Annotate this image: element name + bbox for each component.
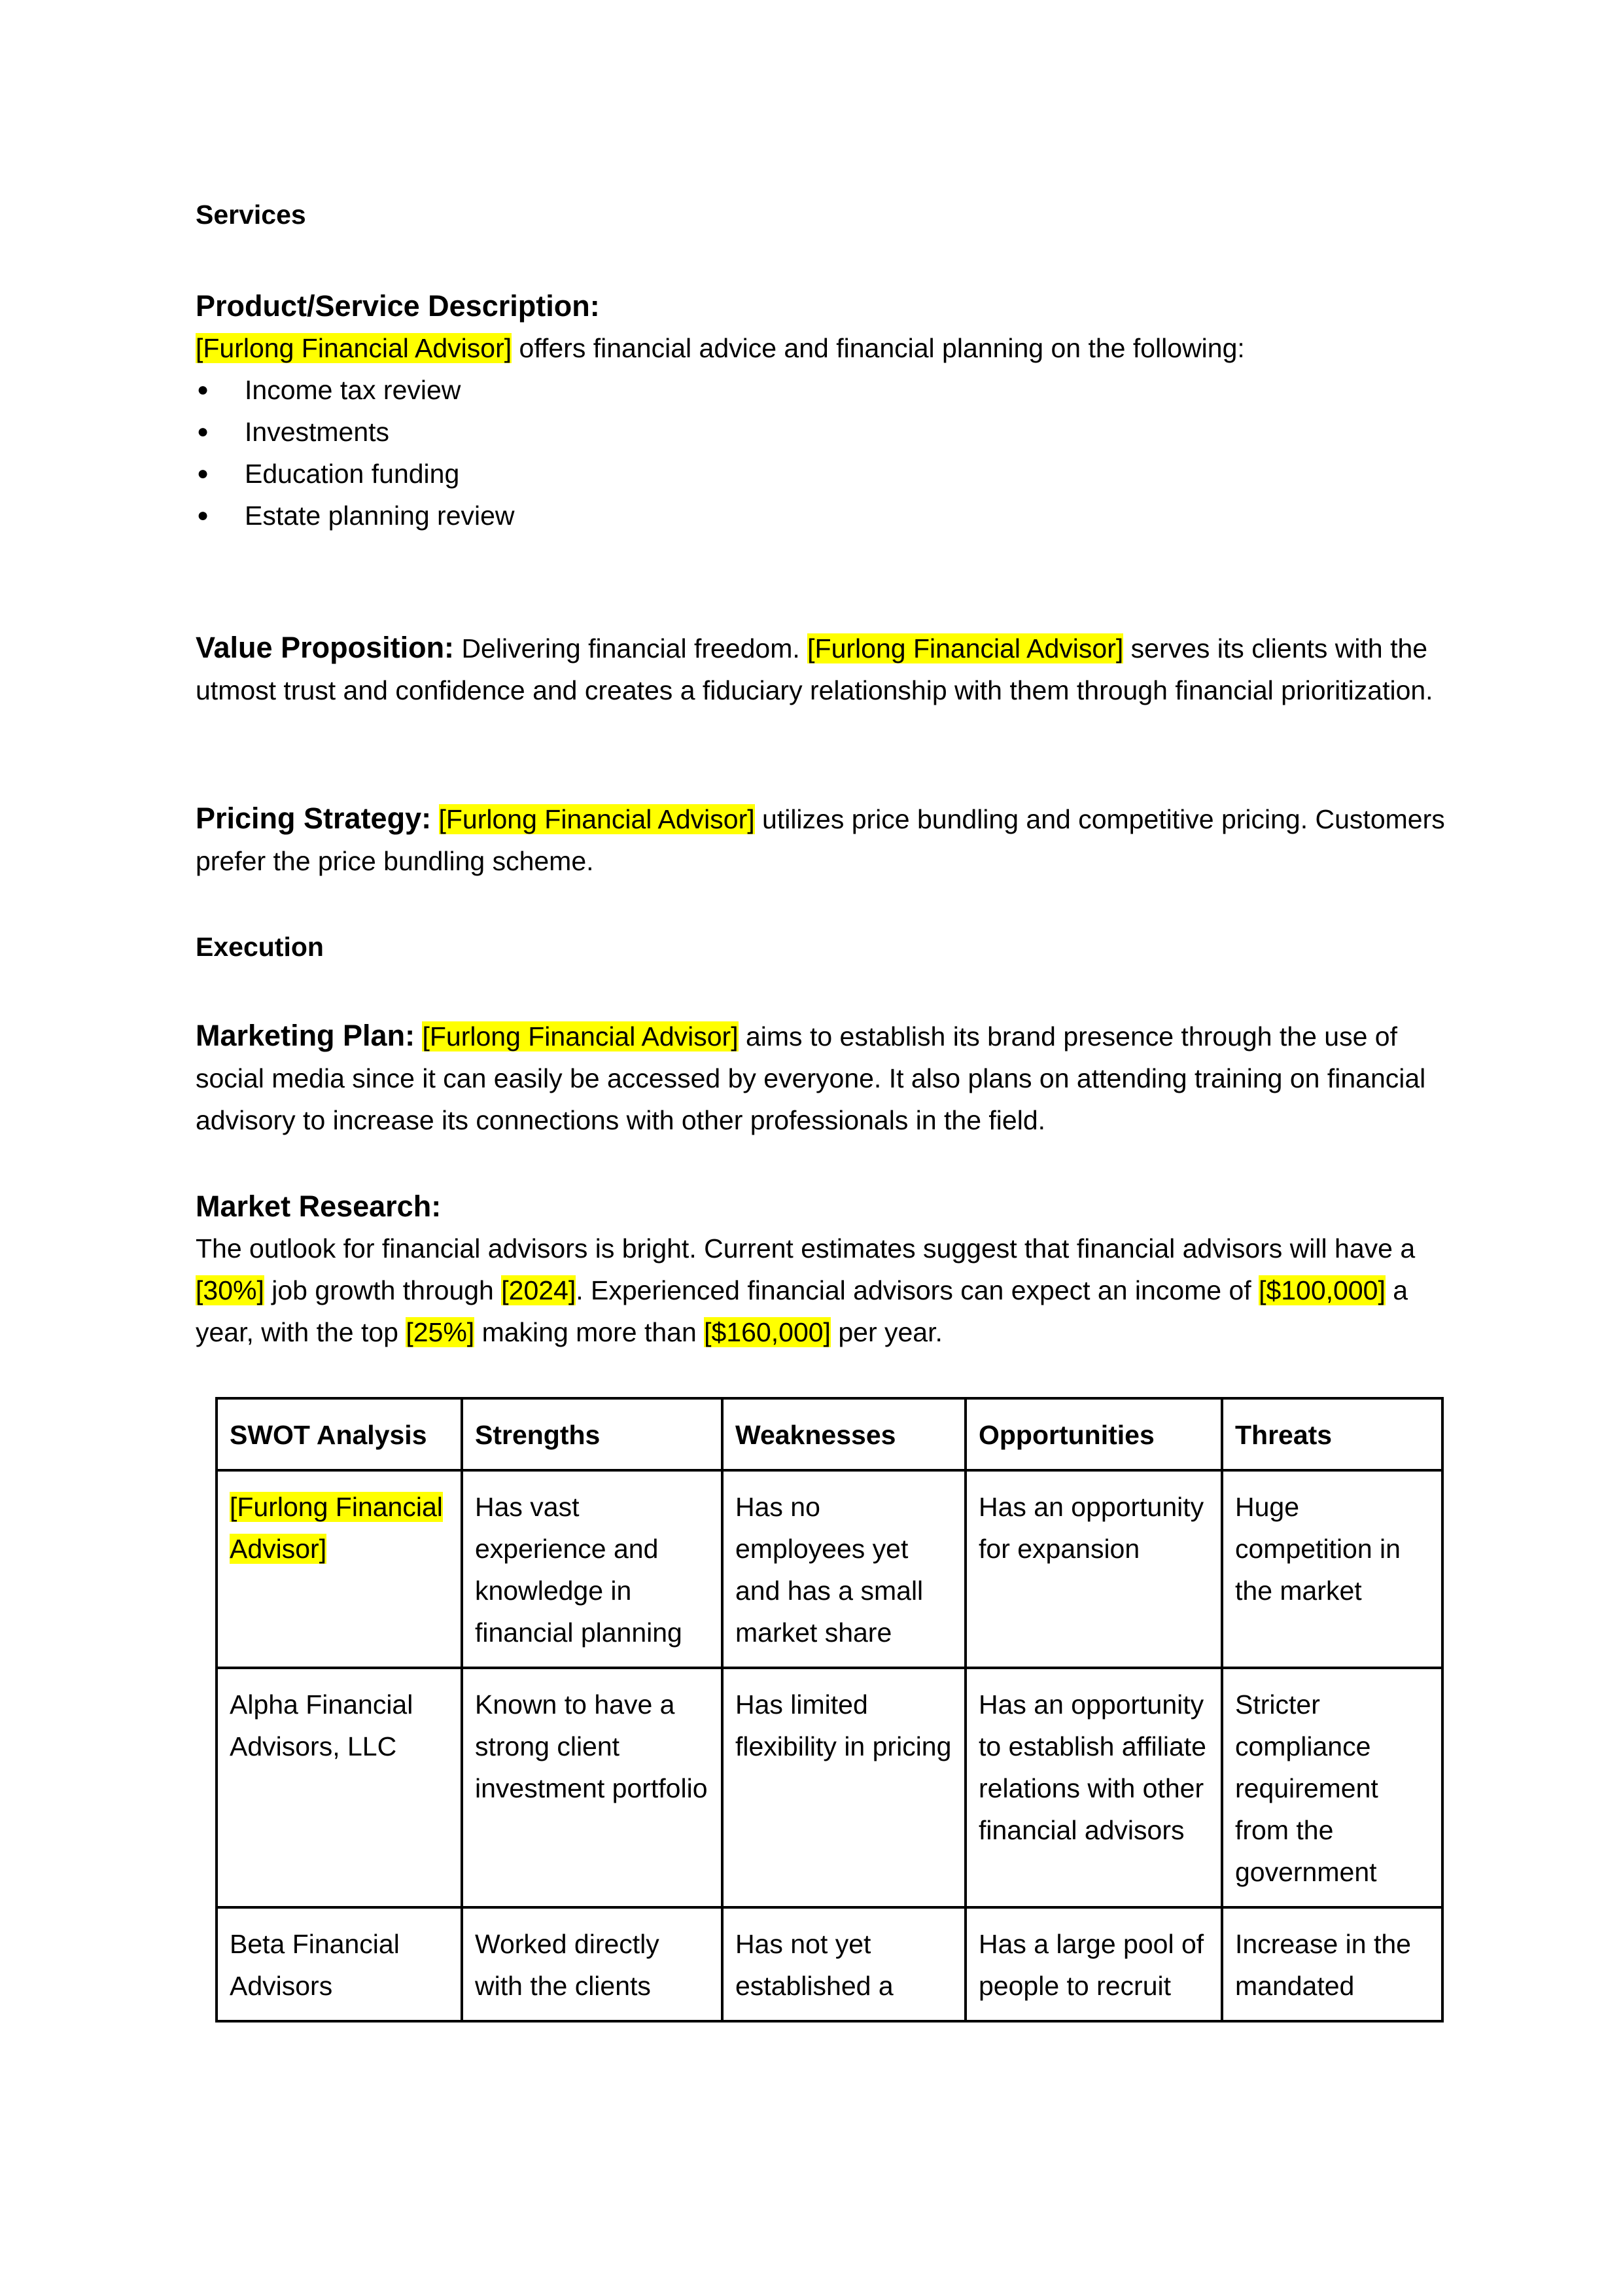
company-name: [Furlong Financial Advisor]: [196, 333, 512, 363]
table-cell: Has an opportunity for expansion: [966, 1470, 1222, 1668]
list-item: ● Education funding: [196, 453, 1471, 495]
table-header-cell: Strengths: [462, 1398, 722, 1470]
table-cell: [217, 1470, 462, 1668]
table-cell: Stricter compliance requirement from the government: [1222, 1668, 1442, 1907]
product-intro: [Furlong Financial Advisor] offers financial advice and financial planning on the following:: [196, 333, 1245, 363]
table-header-cell: Weaknesses: [722, 1398, 966, 1470]
table-cell: Increase in the mandated: [1222, 1907, 1442, 2021]
market-research-text: The outlook for financial advisors is bright. Current estimates suggest that financial advisors will have a [30%] job growth through [2024]. Experienced financial advisors can expect an income of [$100,000] a year, with the top [25%] making more than [$160,000] per year.: [196, 1233, 1416, 1347]
company-name: [Furlong Financial Advisor]: [807, 633, 1124, 663]
product-heading: Product/Service Description:: [196, 289, 600, 323]
pricing-strategy: Pricing Strategy: [Furlong Financial Advisor] utilizes price bundling and competitive pricing. Customers prefer the price bundling scheme.: [196, 802, 1445, 876]
market-research-section: [196, 1186, 1471, 1353]
table-header-cell: Opportunities: [966, 1398, 1222, 1470]
table-header-cell: Threats: [1222, 1398, 1442, 1470]
table-cell: Has an opportunity to establish affiliate relations with other financial advisors: [966, 1668, 1222, 1907]
services-heading: Services: [196, 200, 306, 230]
table-cell: Beta Financial Advisors: [217, 1907, 462, 2021]
company-name: [Furlong Financial Advisor]: [230, 1492, 443, 1564]
table-row: [217, 1907, 1442, 2021]
table-cell: Has no employees yet and has a small market share: [722, 1470, 966, 1668]
value-proposition: Value Proposition: Delivering financial freedom. [Furlong Financial Advisor] serves its clients with the utmost trust and confidence and creates a fiduciary relationship with them through financial prioritization.: [196, 631, 1433, 705]
list-item: ● Income tax review: [196, 369, 1471, 411]
list-item: ● Investments: [196, 411, 1471, 453]
company-name: [Furlong Financial Advisor]: [422, 1021, 739, 1051]
table-row: [217, 1668, 1442, 1907]
value-label: Value Proposition:: [196, 631, 455, 664]
product-section: [196, 285, 1471, 537]
marketing-label: Marketing Plan:: [196, 1019, 415, 1052]
table-cell: Has limited flexibility in pricing: [722, 1668, 966, 1907]
list-item: ● Estate planning review: [196, 495, 1471, 537]
table-header-row: [217, 1398, 1442, 1470]
execution-heading: Execution: [196, 932, 324, 962]
table-cell: Huge competition in the market: [1222, 1470, 1442, 1668]
table-cell: Has a large pool of people to recruit: [966, 1907, 1222, 2021]
pricing-label: Pricing Strategy:: [196, 802, 432, 835]
market-research-heading: Market Research:: [196, 1190, 442, 1223]
swot-table: [215, 1397, 1444, 2022]
marketing-plan: Marketing Plan: [Furlong Financial Advisor] aims to establish its brand presence through the use of social media since it can easily be accessed by everyone. It also plans on attending training on financial advisory to increase its connections with other professionals in the field.: [196, 1019, 1426, 1135]
growth-value: [30%]: [196, 1275, 264, 1305]
table-cell: Known to have a strong client investment portfolio: [462, 1668, 722, 1907]
table-cell: Has vast experience and knowledge in financial planning: [462, 1470, 722, 1668]
table-header-cell: SWOT Analysis: [217, 1398, 462, 1470]
top-income-value: [$160,000]: [704, 1317, 831, 1347]
company-name: [Furlong Financial Advisor]: [438, 804, 755, 834]
year-value: [2024]: [501, 1275, 576, 1305]
income-value: [$100,000]: [1259, 1275, 1386, 1305]
table-cell: Has not yet established a: [722, 1907, 966, 2021]
service-list: [196, 369, 1471, 537]
table-cell: Worked directly with the clients: [462, 1907, 722, 2021]
table-row: [217, 1470, 1442, 1668]
top-percent-value: [25%]: [406, 1317, 475, 1347]
table-cell: Alpha Financial Advisors, LLC: [217, 1668, 462, 1907]
